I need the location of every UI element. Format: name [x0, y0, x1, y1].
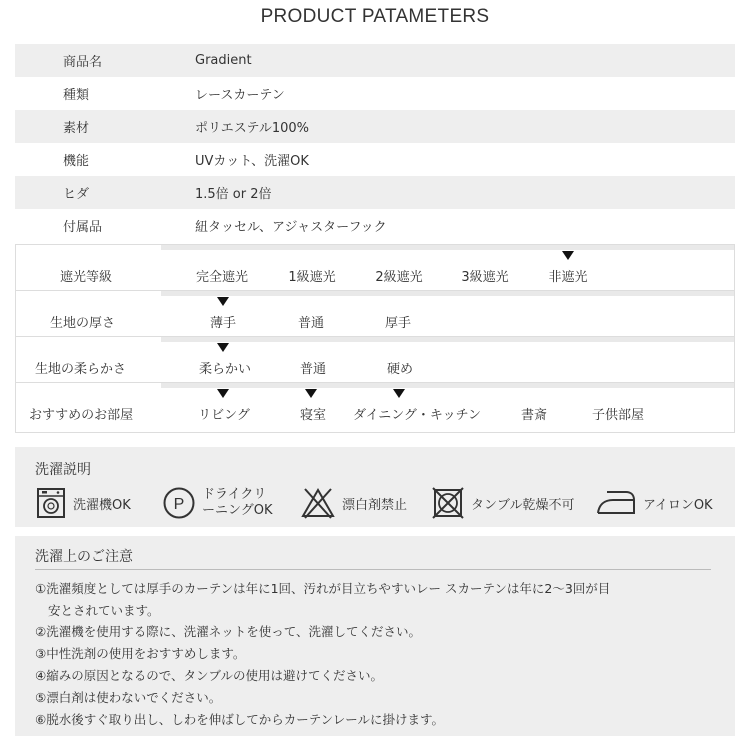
spec-label: 商品名	[63, 55, 103, 70]
washing-machine-icon	[35, 487, 67, 519]
wash-item-label	[202, 487, 273, 519]
selected-marker-icon	[217, 389, 229, 398]
rating-option: 柔らかい	[198, 362, 252, 377]
spec-row-product-name	[15, 44, 735, 77]
wash-item-label-line1: ドライクリ	[202, 487, 267, 502]
care-note-line: ②洗濯機を使用する際に、洗濯ネットを使って、洗濯してください。	[35, 624, 421, 639]
rating-option: 完全遮光	[195, 270, 249, 285]
washing-instructions	[15, 447, 735, 527]
wash-item-no-bleach	[300, 487, 407, 519]
selected-marker-icon	[217, 297, 229, 306]
selected-marker-icon	[305, 389, 317, 398]
rating-bar	[161, 337, 734, 342]
spec-value: Gradient	[195, 53, 252, 68]
care-note-line: ⑤漂白剤は使わないでください。	[35, 690, 222, 705]
care-note-line: ①洗濯頻度としては厚手のカーテンは年に1回、汚れが目立ちやすいレー スカーテンは年に2〜3回が目	[35, 581, 611, 596]
rating-row-room	[16, 383, 734, 432]
wash-item-label: タンブル乾燥不可	[471, 497, 575, 513]
divider	[35, 569, 711, 570]
rating-option: 子供部屋	[591, 408, 645, 423]
wash-item-label: 洗濯機OK	[73, 497, 131, 513]
spec-label: ヒダ	[63, 187, 90, 202]
spec-row-material	[15, 110, 735, 143]
spec-value: 1.5倍 or 2倍	[195, 187, 272, 202]
care-note-item	[35, 578, 610, 622]
rating-option: 普通	[299, 362, 327, 377]
rating-option: 厚手	[384, 316, 412, 331]
care-note-line: ③中性洗剤の使用をおすすめします。	[35, 646, 246, 661]
spec-label: 種類	[63, 88, 90, 103]
rating-bar	[161, 383, 734, 388]
no-tumble-dry-icon	[431, 486, 465, 520]
page-title: PRODUCT PATAMETERS	[260, 6, 490, 27]
rating-option: 2級遮光	[375, 270, 423, 285]
rating-option: リビング	[198, 408, 250, 423]
rating-label: 生地の厚さ	[50, 316, 116, 331]
washing-title: 洗濯説明	[35, 462, 91, 478]
care-note-item	[35, 643, 245, 665]
care-note-line: ⑥脱水後すぐ取り出し、しわを伸ばしてからカーテンレールに掛けます。	[35, 712, 445, 727]
rating-option: 寝室	[299, 408, 327, 423]
care-title: 洗濯上のご注意	[35, 549, 133, 565]
spec-value: 紐タッセル、アジャスターフック	[195, 220, 387, 235]
spec-row-pleat	[15, 176, 735, 209]
rating-option: 非遮光	[548, 270, 588, 285]
wash-item-label: アイロンOK	[643, 497, 713, 513]
wash-item-label: 漂白剤禁止	[342, 497, 408, 513]
selected-marker-icon	[393, 389, 405, 398]
rating-option: ダイニング・キッチン	[352, 408, 482, 423]
rating-bar	[161, 291, 734, 296]
rating-option: 3級遮光	[461, 270, 509, 285]
selected-marker-icon	[562, 251, 574, 260]
rating-bar	[161, 245, 734, 250]
rating-row-softness	[16, 337, 734, 383]
care-note-line: 安とされています。	[48, 603, 160, 618]
rating-table	[15, 244, 735, 433]
rating-row-blackout	[16, 245, 734, 291]
care-note-item	[35, 621, 421, 643]
spec-label: 素材	[63, 121, 90, 136]
spec-row-type	[15, 77, 735, 110]
wash-item-label-line2: ーニングOK	[202, 503, 273, 518]
dry-clean-icon	[162, 486, 196, 520]
wash-item-machine	[35, 487, 131, 519]
svg-text:P: P	[173, 496, 185, 513]
rating-option: 普通	[297, 316, 325, 331]
rating-label: 遮光等級	[60, 270, 113, 285]
spec-row-accessories	[15, 209, 735, 242]
care-note-item	[35, 709, 444, 731]
care-note-item	[35, 665, 383, 687]
rating-option: 硬め	[386, 362, 414, 377]
care-notes	[15, 536, 735, 736]
no-bleach-icon	[300, 486, 336, 520]
spec-value: ポリエステル100%	[195, 121, 309, 136]
care-note-line: ④縮みの原因となるので、タンブルの使用は避けてください。	[35, 668, 383, 683]
spec-label: 付属品	[63, 220, 103, 235]
wash-item-dry-clean	[162, 487, 273, 519]
rating-option: 書斎	[520, 408, 548, 423]
wash-item-no-tumble-dry	[431, 487, 574, 519]
rating-row-thickness	[16, 291, 734, 337]
spec-value: UVカット、洗濯OK	[195, 154, 309, 169]
spec-row-function	[15, 143, 735, 176]
wash-item-iron	[595, 487, 713, 519]
rating-label: 生地の柔らかさ	[35, 362, 127, 377]
spec-value: レースカーテン	[195, 88, 285, 103]
care-note-item	[35, 687, 221, 709]
rating-option: 薄手	[209, 316, 237, 331]
selected-marker-icon	[217, 343, 229, 352]
spec-label: 機能	[63, 154, 90, 169]
rating-label: おすすめのお部屋	[29, 408, 134, 423]
rating-option: 1級遮光	[288, 270, 336, 285]
iron-icon	[595, 487, 637, 519]
